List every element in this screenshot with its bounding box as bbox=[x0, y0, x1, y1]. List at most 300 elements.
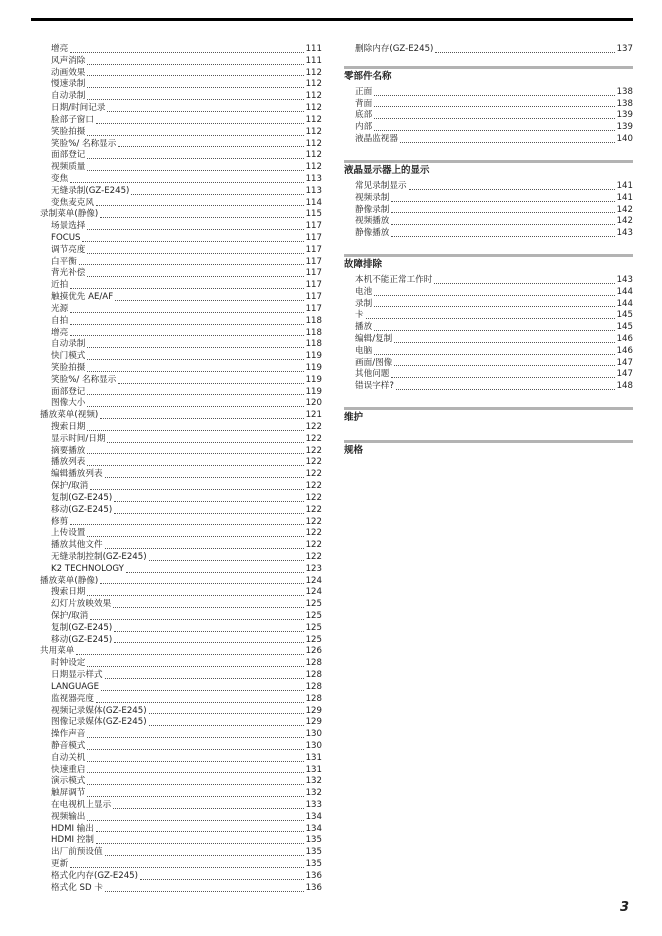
toc-entry-label: 日期显示样式 bbox=[51, 670, 103, 681]
toc-entry[interactable] bbox=[40, 257, 322, 269]
toc-leader-dots bbox=[114, 641, 303, 643]
toc-entry[interactable] bbox=[40, 481, 322, 493]
toc-entry-label: 场景选择 bbox=[51, 221, 86, 232]
toc-leader-dots bbox=[87, 771, 303, 773]
toc-entry-page: 132 bbox=[305, 776, 322, 787]
toc-entry-label: 播放菜单(静像) bbox=[40, 575, 99, 586]
toc-entry-page: 138 bbox=[616, 86, 633, 97]
section-title[interactable]: 维护 bbox=[344, 412, 364, 424]
toc-entry-page: 112 bbox=[305, 126, 322, 137]
toc-entry-page: 128 bbox=[305, 658, 322, 669]
toc-entry-label: HDMI 控制 bbox=[51, 835, 94, 846]
toc-entry[interactable] bbox=[40, 528, 322, 540]
toc-leader-dots bbox=[105, 890, 304, 892]
toc-entry[interactable] bbox=[40, 68, 322, 80]
toc-entry-page: 140 bbox=[616, 134, 633, 145]
toc-entry[interactable] bbox=[344, 287, 633, 299]
toc-leader-dots bbox=[391, 376, 614, 378]
toc-leader-dots bbox=[400, 141, 615, 143]
toc-entry[interactable] bbox=[344, 110, 633, 122]
toc-leader-dots bbox=[391, 200, 614, 202]
toc-entry-label: 增亮 bbox=[51, 44, 69, 54]
toc-entry-label: 正面 bbox=[355, 86, 373, 97]
toc-entry-label: 常见录制显示 bbox=[355, 180, 407, 191]
toc-entry-page: 130 bbox=[305, 740, 322, 751]
toc-entry[interactable] bbox=[40, 198, 322, 210]
toc-entry[interactable] bbox=[344, 334, 633, 346]
toc-entry[interactable] bbox=[40, 776, 322, 788]
toc-entry-page: 122 bbox=[305, 445, 322, 456]
toc-entry-label: 保护/取消 bbox=[51, 611, 89, 621]
toc-entry[interactable] bbox=[40, 765, 322, 777]
toc-entry-label: 内部 bbox=[355, 122, 373, 133]
toc-leader-dots bbox=[149, 712, 304, 714]
toc-entry[interactable] bbox=[40, 139, 322, 151]
toc-entry[interactable] bbox=[40, 127, 322, 139]
toc-entry-label: 搜索日期 bbox=[51, 422, 86, 432]
toc-entry-page: 119 bbox=[305, 386, 322, 397]
section-title[interactable]: 液晶显示器上的显示 bbox=[344, 164, 430, 176]
toc-entry-page: 129 bbox=[305, 717, 322, 728]
toc-entry-page: 136 bbox=[305, 882, 322, 893]
toc-entry[interactable] bbox=[344, 358, 633, 370]
toc-entry[interactable] bbox=[40, 44, 322, 56]
toc-entry-label: 笑脸拍摄 bbox=[51, 126, 86, 137]
toc-entry[interactable] bbox=[40, 552, 322, 564]
toc-entry[interactable] bbox=[344, 299, 633, 311]
toc-section bbox=[344, 440, 633, 459]
toc-entry-label: 移动(GZ-E245) bbox=[51, 634, 113, 645]
toc-entry[interactable] bbox=[40, 753, 322, 765]
toc-leader-dots bbox=[87, 98, 303, 100]
toc-entry[interactable] bbox=[40, 564, 322, 576]
toc-entry[interactable] bbox=[40, 646, 322, 658]
toc-entry-page: 147 bbox=[616, 369, 633, 380]
toc-entry[interactable] bbox=[40, 670, 322, 682]
toc-entry[interactable] bbox=[40, 587, 322, 599]
toc-entry-page: 112 bbox=[305, 79, 322, 90]
toc-entry[interactable] bbox=[40, 729, 322, 741]
toc-leader-dots bbox=[114, 500, 303, 502]
toc-leader-dots bbox=[87, 736, 303, 738]
section-items bbox=[344, 275, 633, 393]
toc-entry-page: 128 bbox=[305, 681, 322, 692]
toc-entry[interactable] bbox=[40, 351, 322, 363]
toc-entry-page: 128 bbox=[305, 693, 322, 704]
toc-entry[interactable] bbox=[40, 162, 322, 174]
toc-entry-page: 125 bbox=[305, 634, 322, 645]
toc-entry-page: 112 bbox=[305, 114, 322, 125]
toc-entry[interactable] bbox=[40, 694, 322, 706]
toc-entry[interactable] bbox=[40, 505, 322, 517]
toc-entry-label: 自拍 bbox=[51, 315, 69, 326]
toc-entry-page: 113 bbox=[305, 185, 322, 196]
toc-entry-label: FOCUS bbox=[51, 233, 81, 243]
toc-entry[interactable] bbox=[344, 346, 633, 358]
toc-entry-page: 137 bbox=[616, 44, 633, 54]
toc-entry-label: 光源 bbox=[51, 303, 69, 314]
toc-entry-page: 144 bbox=[616, 286, 633, 297]
toc-entry-page: 129 bbox=[305, 705, 322, 716]
toc-leader-dots bbox=[87, 452, 303, 454]
toc-entry-label: 共用菜单 bbox=[40, 646, 75, 657]
toc-entry[interactable] bbox=[40, 91, 322, 103]
toc-entry[interactable] bbox=[40, 658, 322, 670]
toc-leader-dots bbox=[107, 110, 303, 112]
toc-entry-label: 本机不能正常工作时 bbox=[355, 274, 433, 285]
toc-leader-dots bbox=[87, 819, 303, 821]
toc-entry[interactable] bbox=[344, 369, 633, 381]
toc-entry-page: 122 bbox=[305, 469, 322, 480]
toc-leader-dots bbox=[115, 299, 303, 301]
toc-leader-dots bbox=[87, 760, 303, 762]
toc-leader-dots bbox=[101, 689, 304, 691]
toc-entry[interactable] bbox=[40, 233, 322, 245]
toc-entry-label: 风声消除 bbox=[51, 55, 86, 66]
toc-leader-dots bbox=[391, 223, 614, 225]
toc-entry[interactable] bbox=[40, 871, 322, 883]
toc-entry[interactable] bbox=[40, 434, 322, 446]
toc-entry[interactable] bbox=[40, 682, 322, 694]
toc-entry-page: 145 bbox=[616, 322, 633, 333]
toc-entry-label: 搜索日期 bbox=[51, 587, 86, 598]
toc-entry-page: 115 bbox=[305, 209, 322, 220]
toc-leader-dots bbox=[105, 476, 304, 478]
toc-entry[interactable] bbox=[40, 115, 322, 127]
toc-entry-label: 画面/图像 bbox=[355, 357, 393, 368]
toc-entry-label: 视频记录媒体(GZ-E245) bbox=[51, 705, 147, 716]
toc-leader-dots bbox=[126, 571, 304, 573]
toc-entry[interactable] bbox=[344, 87, 633, 99]
toc-entry-label: 视频播放 bbox=[355, 216, 390, 227]
toc-entry-page: 124 bbox=[305, 575, 322, 586]
toc-leader-dots bbox=[105, 677, 304, 679]
toc-entry[interactable] bbox=[40, 469, 322, 481]
toc-leader-dots bbox=[87, 464, 303, 466]
toc-leader-dots bbox=[113, 606, 303, 608]
toc-leader-dots bbox=[114, 512, 303, 514]
toc-entry[interactable] bbox=[40, 375, 322, 387]
toc-entry-page: 147 bbox=[616, 357, 633, 368]
toc-entry[interactable] bbox=[40, 611, 322, 623]
toc-entry-label: 变焦 bbox=[51, 173, 69, 184]
toc-entry[interactable] bbox=[344, 134, 633, 146]
toc-entry[interactable] bbox=[40, 517, 322, 529]
toc-entry-page: 139 bbox=[616, 110, 633, 121]
toc-entry-label: 播放 bbox=[355, 322, 373, 333]
section-title[interactable]: 规格 bbox=[344, 445, 364, 457]
toc-entry-page: 138 bbox=[616, 98, 633, 109]
toc-entry[interactable] bbox=[40, 79, 322, 91]
toc-entry[interactable] bbox=[40, 245, 322, 257]
toc-entry-label: 在电视机上显示 bbox=[51, 800, 112, 810]
toc-entry-label: 液晶监视器 bbox=[355, 134, 398, 145]
toc-leader-dots bbox=[76, 653, 303, 655]
toc-entry-page: 122 bbox=[305, 457, 322, 468]
toc-entry-label: 监视器亮度 bbox=[51, 693, 94, 704]
toc-entry-page: 146 bbox=[616, 345, 633, 356]
toc-entry[interactable] bbox=[40, 812, 322, 824]
toc-leader-dots bbox=[105, 547, 304, 549]
toc-entry[interactable] bbox=[40, 457, 322, 469]
toc-leader-dots bbox=[409, 188, 615, 190]
toc-entry-label: 卡 bbox=[355, 310, 364, 321]
toc-entry-page: 134 bbox=[305, 811, 322, 822]
toc-entry[interactable] bbox=[344, 181, 633, 193]
toc-entry[interactable] bbox=[40, 398, 322, 410]
toc-entry[interactable] bbox=[40, 292, 322, 304]
toc-leader-dots bbox=[87, 228, 303, 230]
toc-entry-label: 自动录制 bbox=[51, 339, 86, 350]
toc-entry[interactable] bbox=[40, 717, 322, 729]
toc-entry-label: 调节亮度 bbox=[51, 244, 86, 255]
toc-entry-page: 117 bbox=[305, 303, 322, 314]
toc-entry[interactable] bbox=[344, 275, 633, 287]
toc-entry-label: 动画效果 bbox=[51, 67, 86, 78]
toc-entry[interactable] bbox=[40, 387, 322, 399]
toc-entry-page: 117 bbox=[305, 256, 322, 267]
toc-leader-dots bbox=[87, 370, 303, 372]
toc-entry[interactable] bbox=[40, 493, 322, 505]
toc-entry[interactable] bbox=[40, 847, 322, 859]
toc-entry-page: 134 bbox=[305, 823, 322, 834]
toc-entry-page: 117 bbox=[305, 280, 322, 291]
toc-leader-dots bbox=[87, 594, 303, 596]
toc-entry-label: 图像大小 bbox=[51, 398, 86, 409]
toc-entry-page: 112 bbox=[305, 138, 322, 149]
toc-leader-dots bbox=[70, 323, 303, 325]
toc-entry-label: 快速重启 bbox=[51, 764, 86, 775]
toc-entry-label: 静音模式 bbox=[51, 740, 86, 751]
toc-entry-page: 126 bbox=[305, 646, 322, 657]
toc-entry-label: 编辑/复制 bbox=[355, 334, 393, 344]
toc-leader-dots bbox=[366, 317, 615, 319]
toc-entry-label: 触摸优先 AE/AF bbox=[51, 292, 114, 303]
toc-leader-dots bbox=[149, 724, 304, 726]
page-number: 3 bbox=[620, 900, 630, 915]
section-items bbox=[344, 87, 633, 146]
toc-entry-label: 错误字样? bbox=[355, 381, 394, 392]
toc-entry[interactable] bbox=[40, 410, 322, 422]
toc-entry-label: 自动关机 bbox=[51, 752, 86, 763]
toc-entry[interactable] bbox=[40, 328, 322, 340]
toc-entry-page: 142 bbox=[616, 204, 633, 215]
toc-leader-dots bbox=[374, 353, 614, 355]
toc-entry[interactable] bbox=[40, 706, 322, 718]
toc-entry-label: 出厂前预设值 bbox=[51, 847, 103, 858]
toc-entry[interactable] bbox=[40, 741, 322, 753]
toc-entry-page: 122 bbox=[305, 422, 322, 432]
toc-entry[interactable] bbox=[40, 446, 322, 458]
toc-entry-label: 背面 bbox=[355, 98, 373, 109]
toc-entry-label: 视频质量 bbox=[51, 162, 86, 173]
toc-leader-dots bbox=[87, 63, 303, 65]
toc-entry[interactable] bbox=[40, 304, 322, 316]
toc-leader-dots bbox=[87, 393, 303, 395]
toc-leader-dots bbox=[118, 382, 303, 384]
toc-entry-page: 143 bbox=[616, 274, 633, 285]
toc-leader-dots bbox=[100, 216, 303, 218]
toc-entry[interactable] bbox=[344, 193, 633, 205]
toc-entry[interactable] bbox=[40, 788, 322, 800]
toc-entry[interactable] bbox=[40, 339, 322, 351]
toc-entry-page: 111 bbox=[305, 44, 322, 54]
toc-leader-dots bbox=[87, 275, 303, 277]
toc-entry[interactable] bbox=[40, 174, 322, 186]
toc-leader-dots bbox=[96, 830, 304, 832]
toc-entry[interactable] bbox=[40, 635, 322, 647]
toc-entry-page: 130 bbox=[305, 729, 322, 740]
toc-leader-dots bbox=[394, 341, 614, 343]
toc-entry-page: 113 bbox=[305, 173, 322, 184]
toc-entry-label: 视频录制 bbox=[355, 192, 390, 203]
toc-entry[interactable] bbox=[344, 205, 633, 217]
toc-entry[interactable] bbox=[344, 381, 633, 393]
toc-leader-dots bbox=[105, 854, 304, 856]
toc-leader-dots bbox=[87, 134, 303, 136]
toc-leader-dots bbox=[374, 105, 614, 107]
toc-entry-label: 编辑播放列表 bbox=[51, 469, 103, 480]
toc-right-column bbox=[344, 44, 633, 473]
toc-entry-label: 增亮 bbox=[51, 327, 69, 338]
toc-entry-label: 静像录制 bbox=[355, 204, 390, 215]
toc-entry[interactable] bbox=[40, 883, 322, 895]
toc-entry-label: 保护/取消 bbox=[51, 481, 89, 492]
toc-leader-dots bbox=[374, 305, 614, 307]
toc-entry-page: 122 bbox=[305, 433, 322, 444]
toc-leader-dots bbox=[140, 878, 304, 880]
toc-entry[interactable] bbox=[40, 316, 322, 328]
section-items bbox=[344, 181, 633, 240]
toc-entry-label: 笑脸拍摄 bbox=[51, 362, 86, 373]
toc-leader-dots bbox=[118, 145, 303, 147]
toc-leader-dots bbox=[100, 582, 303, 584]
toc-entry[interactable] bbox=[344, 99, 633, 111]
toc-entry[interactable] bbox=[344, 44, 633, 56]
toc-leader-dots bbox=[96, 701, 304, 703]
toc-section bbox=[344, 254, 633, 393]
toc-entry[interactable] bbox=[40, 623, 322, 635]
toc-entry-label: 白平衡 bbox=[51, 256, 77, 267]
toc-entry-label: 显示时间/日期 bbox=[51, 433, 106, 444]
toc-leader-dots bbox=[113, 807, 303, 809]
toc-entry-label: K2 TECHNOLOGY bbox=[51, 563, 124, 574]
toc-entry-label: 近拍 bbox=[51, 280, 69, 291]
toc-entry[interactable] bbox=[40, 150, 322, 162]
toc-entry-label: HDMI 输出 bbox=[51, 823, 94, 834]
toc-entry[interactable] bbox=[40, 280, 322, 292]
toc-entry-label: 删除内存(GZ-E245) bbox=[355, 44, 434, 54]
toc-entry[interactable] bbox=[40, 599, 322, 611]
toc-entry-page: 133 bbox=[305, 800, 322, 810]
toc-leader-dots bbox=[70, 311, 303, 313]
toc-leader-dots bbox=[87, 535, 303, 537]
toc-leader-dots bbox=[87, 795, 303, 797]
toc-entry-page: 117 bbox=[305, 233, 322, 243]
toc-entry[interactable] bbox=[40, 422, 322, 434]
toc-entry[interactable] bbox=[40, 209, 322, 221]
toc-leader-dots bbox=[96, 842, 304, 844]
toc-entry-label: 快门模式 bbox=[51, 351, 86, 362]
toc-entry[interactable] bbox=[344, 310, 633, 322]
toc-entry-label: 格式化 SD 卡 bbox=[51, 882, 103, 893]
toc-leader-dots bbox=[391, 235, 614, 237]
toc-entry-label: 修剪 bbox=[51, 516, 69, 527]
toc-entry[interactable] bbox=[40, 835, 322, 847]
toc-leader-dots bbox=[374, 129, 614, 131]
toc-leader-dots bbox=[87, 429, 303, 431]
toc-entry[interactable] bbox=[40, 576, 322, 588]
toc-entry[interactable] bbox=[40, 540, 322, 552]
toc-entry[interactable] bbox=[40, 824, 322, 836]
toc-entry-label: 面部登记 bbox=[51, 150, 86, 161]
toc-leader-dots bbox=[396, 388, 615, 390]
toc-entry[interactable] bbox=[40, 103, 322, 115]
toc-entry-page: 125 bbox=[305, 599, 322, 610]
toc-entry[interactable] bbox=[344, 228, 633, 240]
toc-entry[interactable] bbox=[40, 859, 322, 871]
toc-entry[interactable] bbox=[40, 56, 322, 68]
toc-left-column bbox=[40, 44, 322, 895]
toc-entry[interactable] bbox=[40, 186, 322, 198]
toc-entry-page: 122 bbox=[305, 504, 322, 515]
toc-entry[interactable] bbox=[344, 122, 633, 134]
toc-leader-dots bbox=[90, 488, 303, 490]
toc-entry-page: 119 bbox=[305, 351, 322, 362]
toc-entry-page: 131 bbox=[305, 764, 322, 775]
toc-entry-label: 慢速录制 bbox=[51, 79, 86, 90]
toc-leader-dots bbox=[87, 157, 303, 159]
toc-entry-page: 117 bbox=[305, 244, 322, 255]
toc-leader-dots bbox=[70, 866, 303, 868]
toc-entry[interactable] bbox=[344, 322, 633, 334]
toc-leader-dots bbox=[96, 204, 304, 206]
toc-entry[interactable] bbox=[40, 800, 322, 812]
toc-entry-page: 141 bbox=[616, 180, 633, 191]
toc-entry-page: 112 bbox=[305, 103, 322, 114]
toc-entry-page: 122 bbox=[305, 492, 322, 503]
toc-leader-dots bbox=[107, 441, 303, 443]
toc-entry-label: 静像播放 bbox=[355, 228, 390, 239]
toc-entry-label: 幻灯片放映效果 bbox=[51, 599, 112, 610]
toc-entry-label: 操作声音 bbox=[51, 729, 86, 740]
toc-leader-dots bbox=[87, 86, 303, 88]
toc-leader-dots bbox=[79, 263, 304, 265]
toc-entry-page: 120 bbox=[305, 398, 322, 409]
toc-leader-dots bbox=[434, 282, 614, 284]
toc-leader-dots bbox=[87, 783, 303, 785]
toc-entry-page: 112 bbox=[305, 150, 322, 161]
toc-entry-page: 131 bbox=[305, 752, 322, 763]
toc-entry[interactable] bbox=[40, 363, 322, 375]
toc-leader-dots bbox=[114, 630, 303, 632]
toc-entry-page: 139 bbox=[616, 122, 633, 133]
toc-leader-dots bbox=[149, 559, 304, 561]
toc-entry-label: 视频输出 bbox=[51, 811, 86, 822]
toc-entry-label: 底部 bbox=[355, 110, 373, 121]
toc-leader-dots bbox=[100, 417, 303, 419]
toc-leader-dots bbox=[391, 211, 614, 213]
toc-entry[interactable] bbox=[40, 268, 322, 280]
toc-entry-label: 自动录制 bbox=[51, 91, 86, 102]
toc-entry-page: 122 bbox=[305, 540, 322, 551]
toc-entry[interactable] bbox=[344, 216, 633, 228]
toc-entry-page: 135 bbox=[305, 859, 322, 870]
toc-entry[interactable] bbox=[40, 221, 322, 233]
section-title[interactable]: 零部件名称 bbox=[344, 70, 392, 82]
section-title[interactable]: 故障排除 bbox=[344, 258, 383, 270]
toc-entry-label: 笑脸%/ 名称显示 bbox=[51, 374, 117, 385]
